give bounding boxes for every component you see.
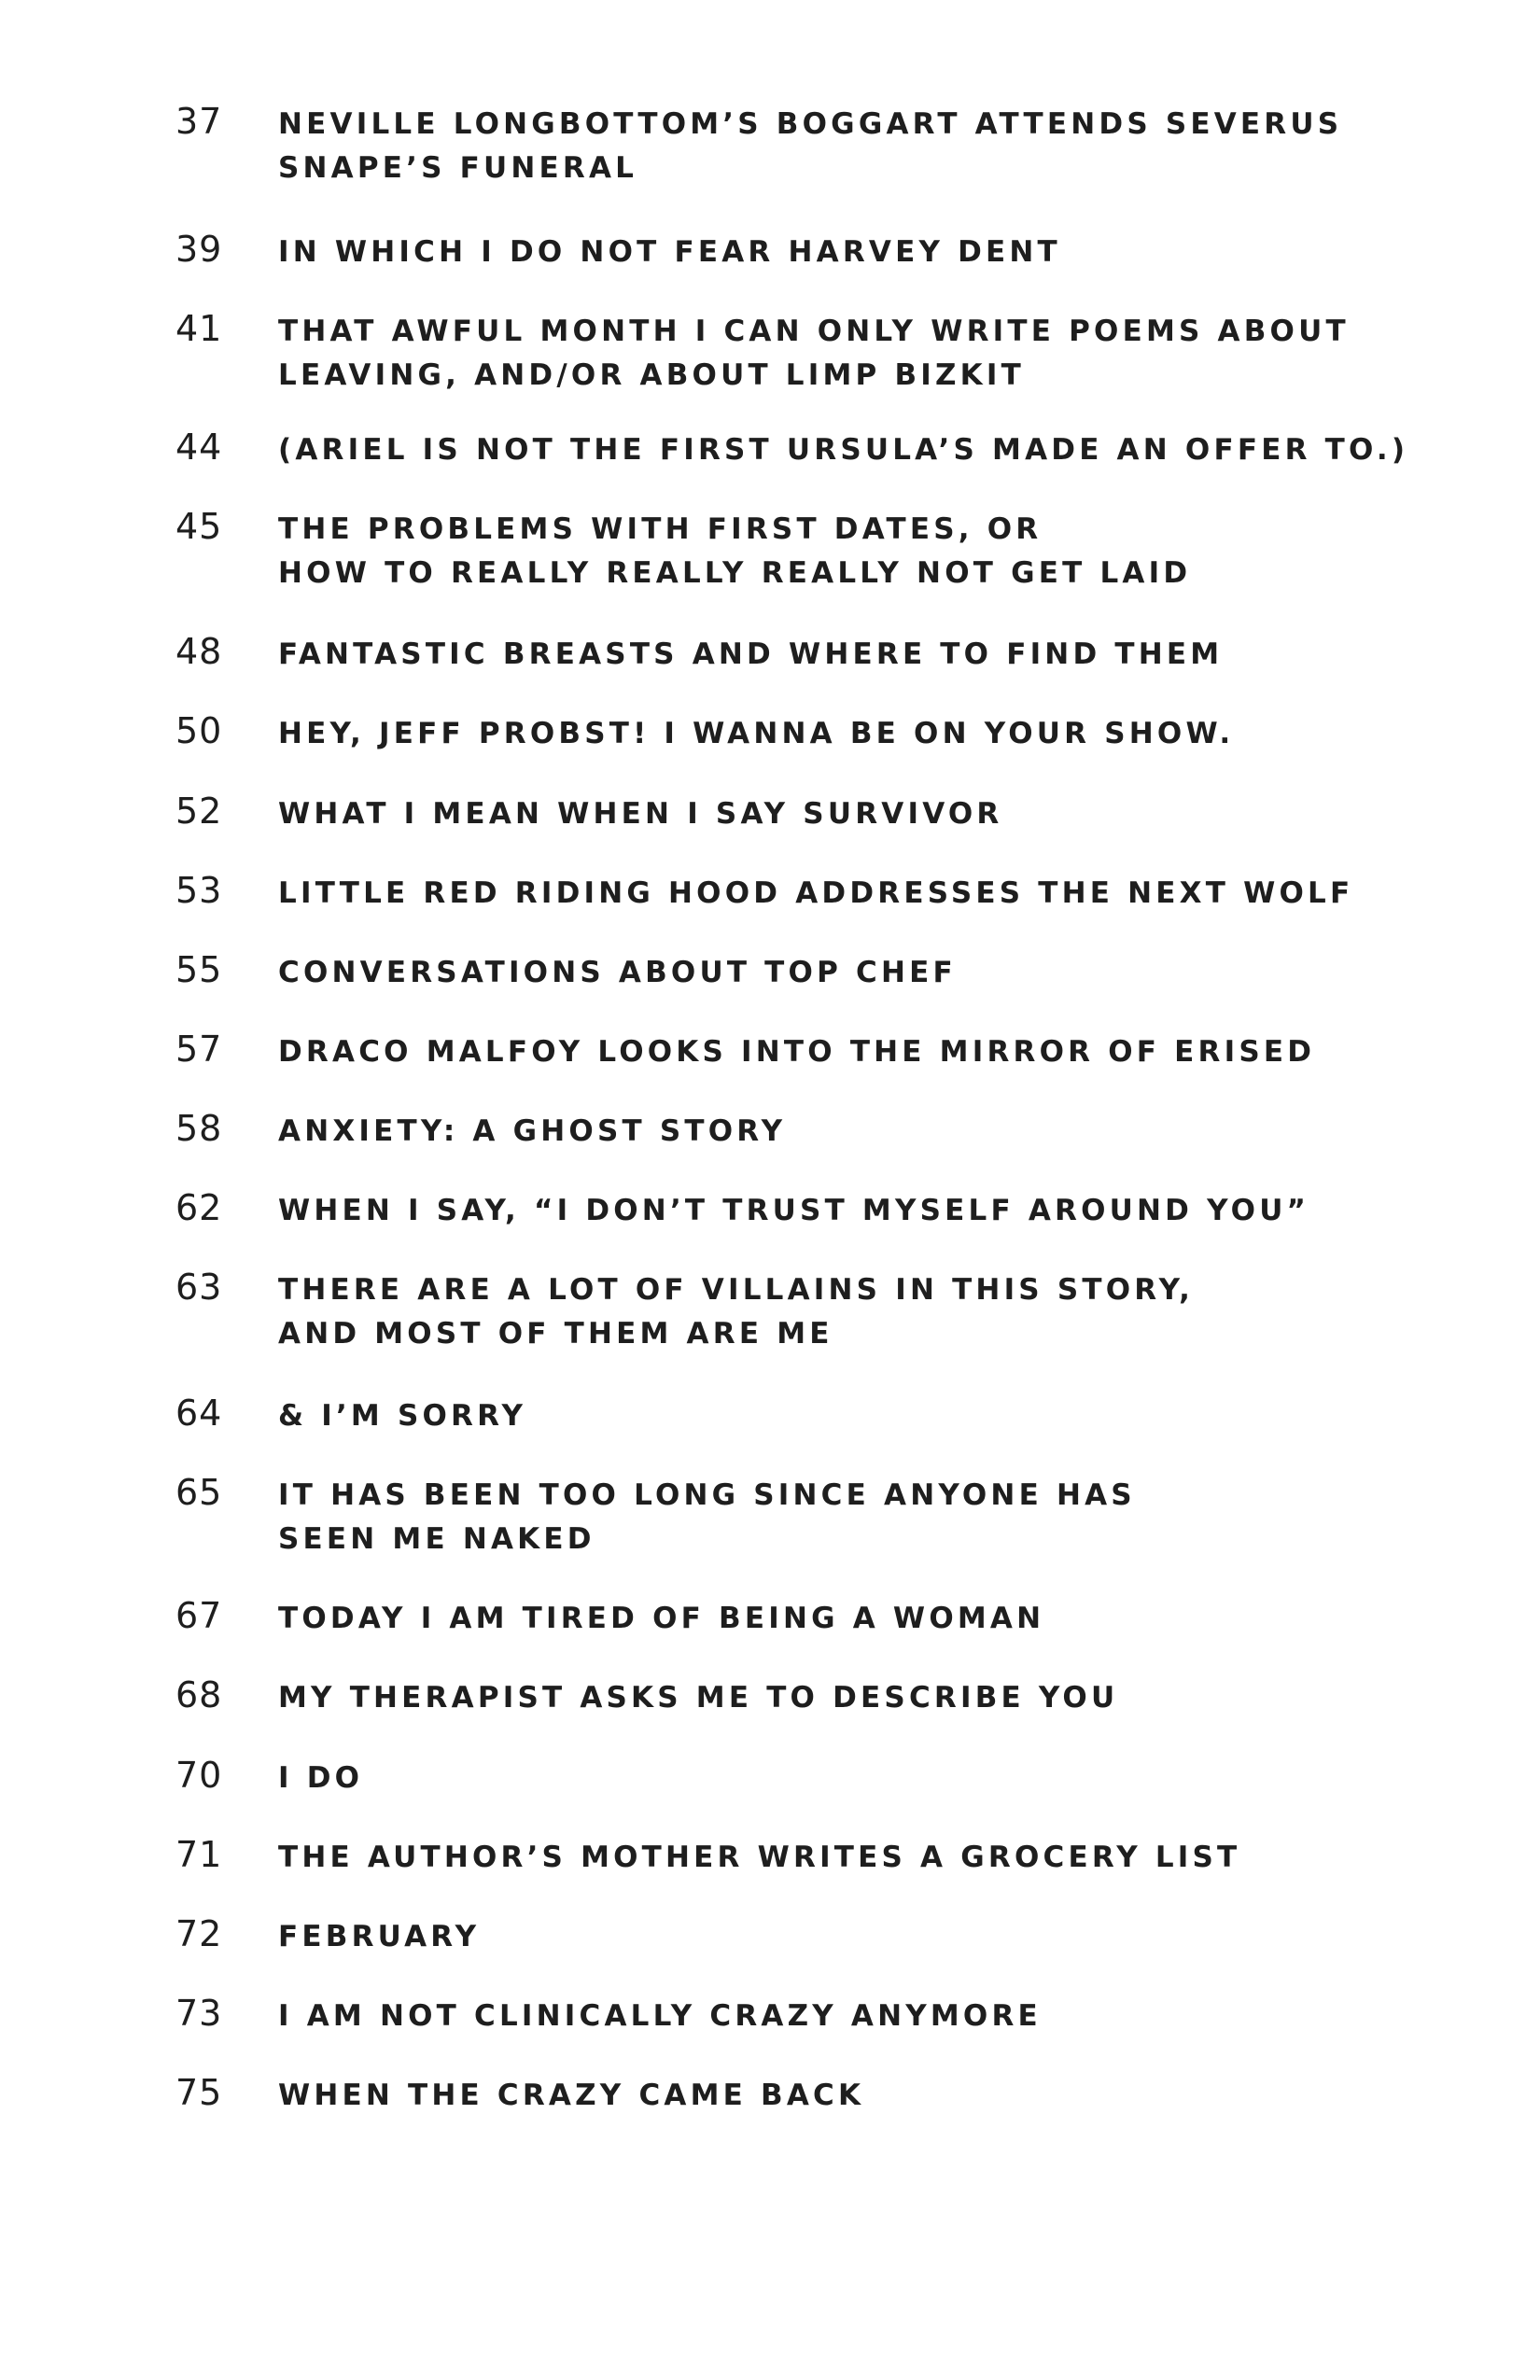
toc-title: [278, 1676, 1454, 1720]
toc-title-line: SNAPE’S FUNERAL: [278, 151, 638, 185]
toc-title-line: I DO: [278, 1761, 364, 1795]
toc-title: [278, 310, 1454, 398]
toc-title-line: MY THERAPIST ASKS ME TO DESCRIBE YOU: [278, 1681, 1119, 1715]
toc-title: [278, 1394, 1454, 1438]
toc-title-line: WHEN THE CRAZY CAME BACK: [278, 2079, 865, 2112]
toc-title-line: NEVILLE LONGBOTTOM’S BOGGART ATTENDS SEVERUS: [278, 107, 1343, 141]
toc-page-number: 39: [175, 229, 223, 270]
toc-title-line: HOW TO REALLY REALLY REALLY NOT GET LAID: [278, 556, 1192, 590]
toc-page-number: 67: [175, 1595, 223, 1636]
toc-title: [278, 1757, 1454, 1800]
toc-page-number: 64: [175, 1393, 223, 1434]
toc-title: [278, 2074, 1454, 2118]
toc-page-number: 71: [175, 1834, 223, 1875]
toc-title: [278, 633, 1454, 677]
toc-title-line: SEEN ME NAKED: [278, 1522, 595, 1556]
toc-title: [278, 1110, 1454, 1154]
toc-title-line: HEY, JEFF PROBST! I WANNA BE ON YOUR SHOW.: [278, 717, 1235, 750]
toc-title: [278, 872, 1454, 916]
toc-title: [278, 1836, 1454, 1880]
toc-title-line: LITTLE RED RIDING HOOD ADDRESSES THE NEXT WOLF: [278, 876, 1354, 910]
toc-title: [278, 712, 1454, 756]
toc-page-number: 58: [175, 1108, 223, 1149]
toc-page-number: 37: [175, 101, 223, 142]
toc-title: [278, 1915, 1454, 1959]
toc-title: [278, 508, 1454, 595]
toc-title: [278, 1189, 1454, 1233]
toc-title-line: WHAT I MEAN WHEN I SAY SURVIVOR: [278, 797, 1003, 831]
toc-title-line: THE AUTHOR’S MOTHER WRITES A GROCERY LIST: [278, 1841, 1241, 1874]
toc-page-number: 52: [175, 791, 223, 832]
toc-title: [278, 792, 1454, 836]
toc-title: [278, 951, 1454, 995]
toc-title: [278, 231, 1454, 274]
toc-title-line: AND MOST OF THEM ARE ME: [278, 1317, 833, 1351]
toc-page-number: 57: [175, 1029, 223, 1070]
toc-title: [278, 103, 1454, 190]
toc-title-line: THE PROBLEMS WITH FIRST DATES, OR: [278, 512, 1043, 546]
toc-title: [278, 1268, 1454, 1356]
toc-page-number: 45: [175, 506, 223, 547]
toc-title: [278, 1995, 1454, 2038]
toc-page-number: 72: [175, 1913, 223, 1954]
toc-title-line: WHEN I SAY, “I DON’T TRUST MYSELF AROUND YOU”: [278, 1194, 1310, 1227]
toc-page-number: 55: [175, 949, 223, 990]
toc-page-number: 41: [175, 308, 223, 349]
toc-page-number: 65: [175, 1472, 223, 1513]
toc-title-line: (ARIEL IS NOT THE FIRST URSULA’S MADE AN OFFER TO.): [278, 433, 1409, 467]
toc-title-line: THAT AWFUL MONTH I CAN ONLY WRITE POEMS ABOUT: [278, 315, 1350, 348]
toc-page-number: 70: [175, 1755, 223, 1796]
toc-page-number: 68: [175, 1674, 223, 1715]
toc-page-number: 75: [175, 2072, 223, 2113]
toc-title-line: IN WHICH I DO NOT FEAR HARVEY DENT: [278, 235, 1061, 269]
toc-title-line: THERE ARE A LOT OF VILLAINS IN THIS STORY,: [278, 1273, 1195, 1307]
toc-title-line: LEAVING, AND/OR ABOUT LIMP BIZKIT: [278, 358, 1025, 392]
toc-page-number: 62: [175, 1187, 223, 1228]
toc-title-line: I AM NOT CLINICALLY CRAZY ANYMORE: [278, 1999, 1042, 2033]
toc-title-line: ANXIETY: A GHOST STORY: [278, 1114, 787, 1148]
toc-page-number: 48: [175, 631, 223, 672]
toc-title: [278, 1030, 1454, 1074]
toc-page-number: 44: [175, 427, 223, 468]
toc-title-line: TODAY I AM TIRED OF BEING A WOMAN: [278, 1602, 1045, 1635]
toc-title: [278, 428, 1454, 472]
toc-title-line: DRACO MALFOY LOOKS INTO THE MIRROR OF ERISED: [278, 1035, 1316, 1069]
toc-page-number: 63: [175, 1267, 223, 1308]
toc-page-number: 50: [175, 710, 223, 751]
toc-title: [278, 1597, 1454, 1641]
toc-title-line: FANTASTIC BREASTS AND WHERE TO FIND THEM: [278, 637, 1224, 671]
toc-title-line: & I’M SORRY: [278, 1399, 527, 1433]
toc-title-line: CONVERSATIONS ABOUT TOP CHEF: [278, 956, 957, 989]
toc-page-number: 53: [175, 870, 223, 911]
toc-title-line: IT HAS BEEN TOO LONG SINCE ANYONE HAS: [278, 1478, 1136, 1512]
toc-title-line: FEBRUARY: [278, 1920, 481, 1953]
toc-page-number: 73: [175, 1993, 223, 2034]
toc-title: [278, 1474, 1454, 1561]
